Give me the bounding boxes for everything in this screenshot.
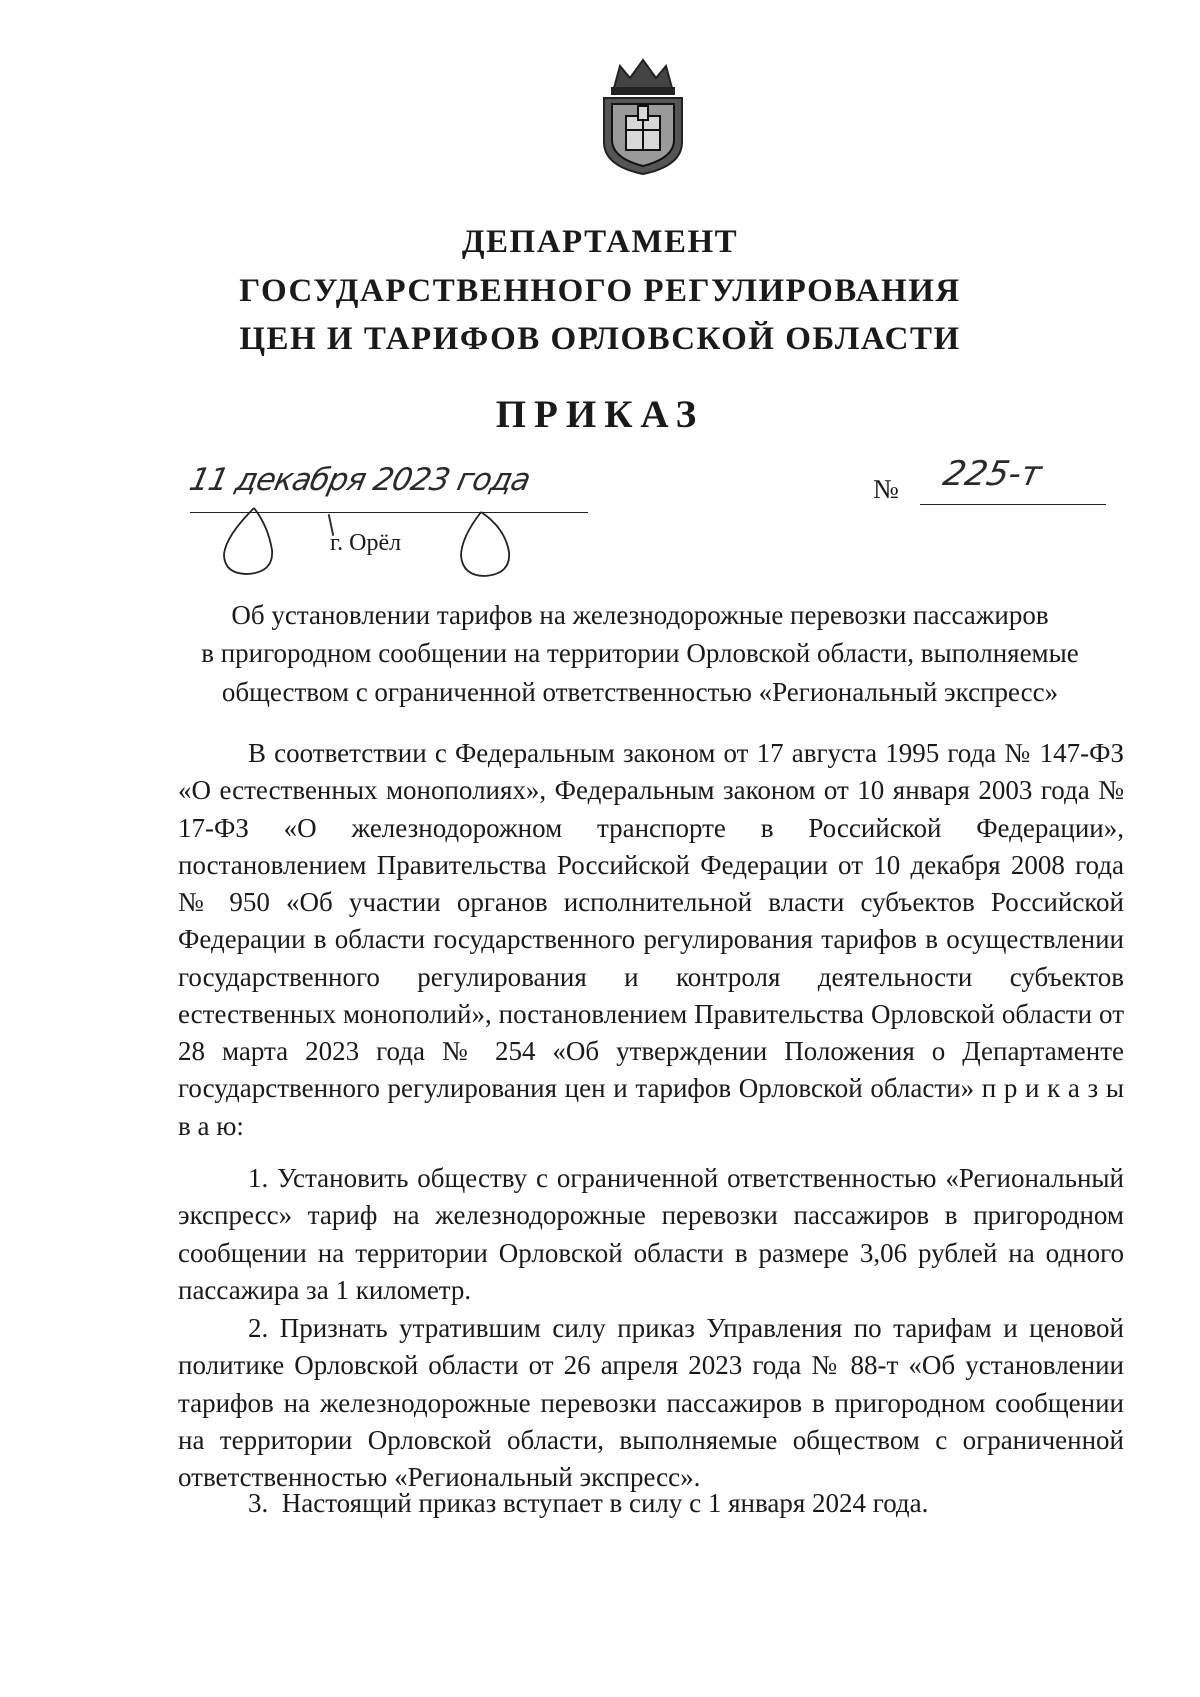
item-text: Признать утратившим силу приказ Управления по тарифам и ценовой политике Орловской области от 26 апреля 2023 года № 88-т «Об установлении тарифов на железнодорожные перевозки пассажиров в пригородном сообщении на территории Орловской области, выполняемые обществом с ограниченной ответственностью «Региональный экспресс». [178,1313,1125,1492]
subject-line-1: Об установлении тарифов на железнодорожные перевозки пассажиров [231,600,1049,630]
item-number: 3. [248,1488,269,1518]
handwritten-loop-left [216,506,286,578]
number-underline [920,504,1106,505]
order-word: п р и к а з ы в а ю: [178,1073,1124,1141]
department-header [0,218,1200,364]
preamble-text: В соответствии с Федеральным законом от 17 августа 1995 года № 147-ФЗ «О естественных монополиях», Федеральным законом от 10 января 2003 года № 17-ФЗ «О железнодорожном транспорте в Российской Федерации», постановлением Правительства Российской Федерации от 10 декабря 2008 года № 950 «Об участии органов исполнительной власти субъектов Российской Федерации в области государственного регулирования тарифов в осуществлении государственного регулирования и контроля деятельности субъектов естественных монополий», постановлением Правительства Орловской области от 28 марта 2023 года № 254 «Об утверждении Положения о Департаменте государственного регулирования цен и тарифов Орловской области» [178,738,1124,1104]
item-number: 2. [248,1313,269,1343]
subject-line-2: в пригородном сообщении на территории Орловской области, выполняемые [201,638,1079,669]
header-line-2: ГОСУДАРСТВЕННОГО РЕГУЛИРОВАНИЯ [239,272,961,309]
header-line-1: ДЕПАРТАМЕНТ [461,224,739,260]
preamble-paragraph [178,735,1124,1145]
handwritten-date: 11 декабря 2023 года [186,462,534,498]
orel-region-coat-of-arms-icon [596,58,690,176]
header-line-3: ЦЕН И ТАРИФОВ ОРЛОВСКОЙ ОБЛАСТИ [239,321,961,357]
order-item [178,1310,1124,1496]
subject-line-3: обществом с ограниченной ответственностью «Региональный экспресс» [221,676,1059,707]
item-number: 1. [248,1163,269,1193]
item-text: Установить обществу с ограниченной ответственностью «Региональный экспресс» тариф на железнодорожные перевозки пассажиров в пригородном сообщении на территории Орловской области в размере 3,06 рублей на одного пассажира за 1 километр. [178,1163,1125,1305]
handwritten-loop-right [455,510,517,580]
order-item [178,1160,1124,1309]
handwritten-order-number: 225-т [939,454,1046,494]
order-subject [160,596,1120,711]
order-item [178,1485,1124,1522]
document-type-title: ПРИКАЗ [495,393,705,436]
number-sign: № [873,474,899,504]
city-label: г. Орёл [330,530,402,556]
item-text: Настоящий приказ вступает в силу с 1 января 2024 года. [281,1488,929,1518]
